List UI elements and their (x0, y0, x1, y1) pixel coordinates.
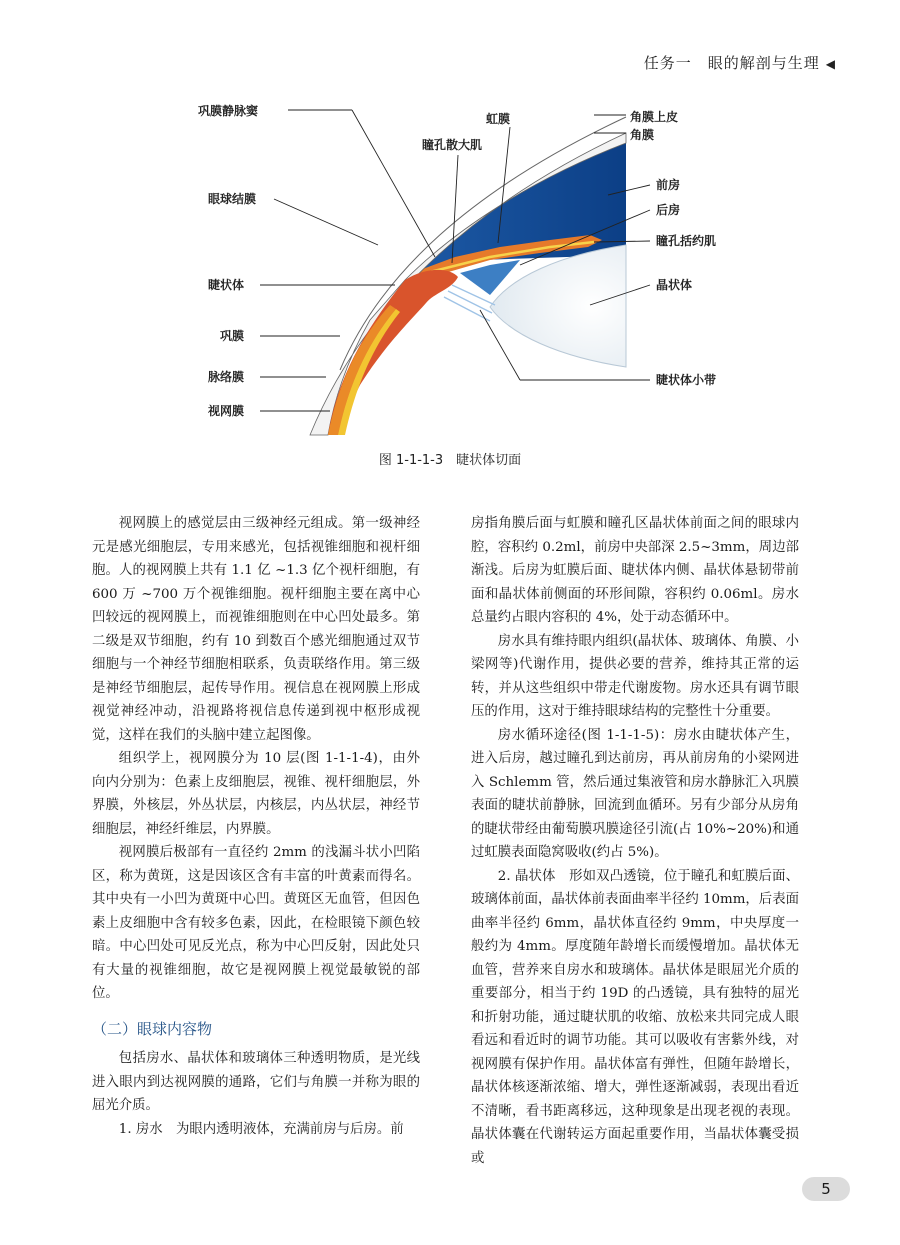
label-sclera: 巩膜 (220, 329, 245, 343)
label-scleral-venous-sinus: 巩膜静脉窦 (198, 104, 259, 118)
label-corneal-epithelium: 角膜上皮 (630, 110, 679, 124)
label-pupil-dilator: 瞳孔散大肌 (422, 138, 483, 152)
paragraph: 1. 房水 为眼内透明液体，充满前房与后房。前 (118, 1121, 404, 1137)
page-number: 5 (802, 1177, 850, 1201)
section-heading: （二）眼球内容物 (92, 1019, 213, 1038)
left-column (92, 512, 420, 1141)
paragraph: 组织学上，视网膜分为 10 层(图 1-1-1-4)，由外向内分别为：色素上皮细胞层，视锥、视杆细胞层，外界膜，外核层，外丛状层，内核层，内丛状层，神经节细胞层，神经纤维层，内界膜。 (92, 751, 420, 837)
paragraph: 2. 晶状体 形如双凸透镜，位于瞳孔和虹膜后面、玻璃体前面，晶状体前表面曲率半径约 10mm，后表面曲率半径约 6mm，晶状体直径约 9mm，中央厚度一般约为 4mm。厚度随年龄增长而缓慢增加。晶状体无血管，营养来自房水和玻璃体。晶状体是眼屈光介质的重要部分，相当于约 19D 的凸透镜，具有独特的屈光和折射功能，通过睫状肌的收缩、放松来共同完成人眼看远和看近时的调节功能。其可以吸收有害紫外线，对视网膜有保护作用。晶状体富有弹性，但随年龄增长，晶状体核逐渐浓缩、增大，弹性逐渐减弱，表现出看近不清晰，看书距离移远，这种现象是出现老视的表现。晶状体囊在代谢转运方面起重要作用，当晶状体囊受损或 (471, 868, 799, 1166)
ciliary-body-diagram (190, 95, 750, 440)
label-conjunctiva: 眼球结膜 (208, 192, 257, 206)
header-arrow-icon: ◀ (825, 57, 836, 71)
paragraph: 视网膜后极部有一直径约 2mm 的浅漏斗状小凹陷区，称为黄斑，这是因该区含有丰富的叶黄素而得名。其中央有一小凹为黄斑中心凹。黄斑区无血管，但因色素上皮细胞中含有较多色素，因此，在检眼镜下颜色较暗。中心凹处可见反光点，称为中心凹反射，因此处只有大量的视锥细胞，故它是视网膜上视觉最敏锐的部位。 (92, 845, 420, 1001)
label-lens: 晶状体 (656, 278, 693, 292)
label-ciliary-body: 睫状体 (208, 278, 245, 292)
running-header (644, 52, 836, 73)
label-anterior-chamber: 前房 (656, 178, 681, 192)
label-zonule: 睫状体小带 (656, 373, 717, 387)
paragraph: 包括房水、晶状体和玻璃体三种透明物质，是光线进入眼内到达视网膜的通路，它们与角膜一并称为眼的屈光介质。 (92, 1051, 420, 1113)
right-column (471, 512, 799, 1170)
paragraph: 房水具有维持眼内组织(晶状体、玻璃体、角膜、小梁网等)代谢作用，提供必要的营养，维持其正常的运转，并从这些组织中带走代谢废物。房水还具有调节眼压的作用，这对于维持眼球结构的完整性十分重要。 (471, 633, 799, 719)
figure-caption: 图 1-1-1-3 睫状体切面 (378, 453, 522, 468)
paragraph: 视网膜上的感觉层由三级神经元组成。第一级神经元是感光细胞层，专用来感光，包括视锥细胞和视杆细胞。人的视网膜上共有 1.1 亿 ~1.3 亿个视杆细胞，有 600 万 ~700 万个视锥细胞。视杆细胞主要在离中心凹较远的视网膜上，而视锥细胞则在中心凹处最多。第二级是双节细胞，约有 10 到数百个感光细胞通过双节细胞与一个神经节细胞相联系，负责联络作用。第三级是神经节细胞层，起传导作用。视信息在视网膜上形成视觉神经冲动，沿视路将视信息传递到视中枢形成视觉，这样在我们的头脑中建立起图像。 (92, 516, 420, 743)
running-header-title: 任务一 眼的解剖与生理 (643, 54, 820, 72)
label-cornea: 角膜 (630, 128, 655, 142)
label-retina: 视网膜 (208, 404, 245, 418)
label-choroid: 脉络膜 (208, 370, 245, 384)
label-iris: 虹膜 (486, 112, 511, 126)
label-pupil-sphincter: 瞳孔括约肌 (656, 234, 717, 248)
paragraph: 房水循环途径(图 1-1-1-5)：房水由睫状体产生，进入后房，越过瞳孔到达前房，再从前房角的小梁网进入 Schlemm 管，然后通过集液管和房水静脉汇入巩膜表面的睫状前静脉，回流到血循环。另有少部分从房角的睫状带经由葡萄膜巩膜途径引流(占 10%~20%)和通过虹膜表面隐窝吸收(约占 5%)。 (471, 727, 799, 860)
label-posterior-chamber: 后房 (656, 203, 681, 217)
paragraph: 房指角膜后面与虹膜和瞳孔区晶状体前面之间的眼球内腔，容积约 0.2ml，前房中央部深 2.5~3mm，周边部渐浅。后房为虹膜后面、睫状体内侧、晶状体悬韧带前面和晶状体前侧面的环形间隙，容积约 0.06ml。房水总量约占眼内容积的 4%，处于动态循环中。 (471, 516, 799, 625)
